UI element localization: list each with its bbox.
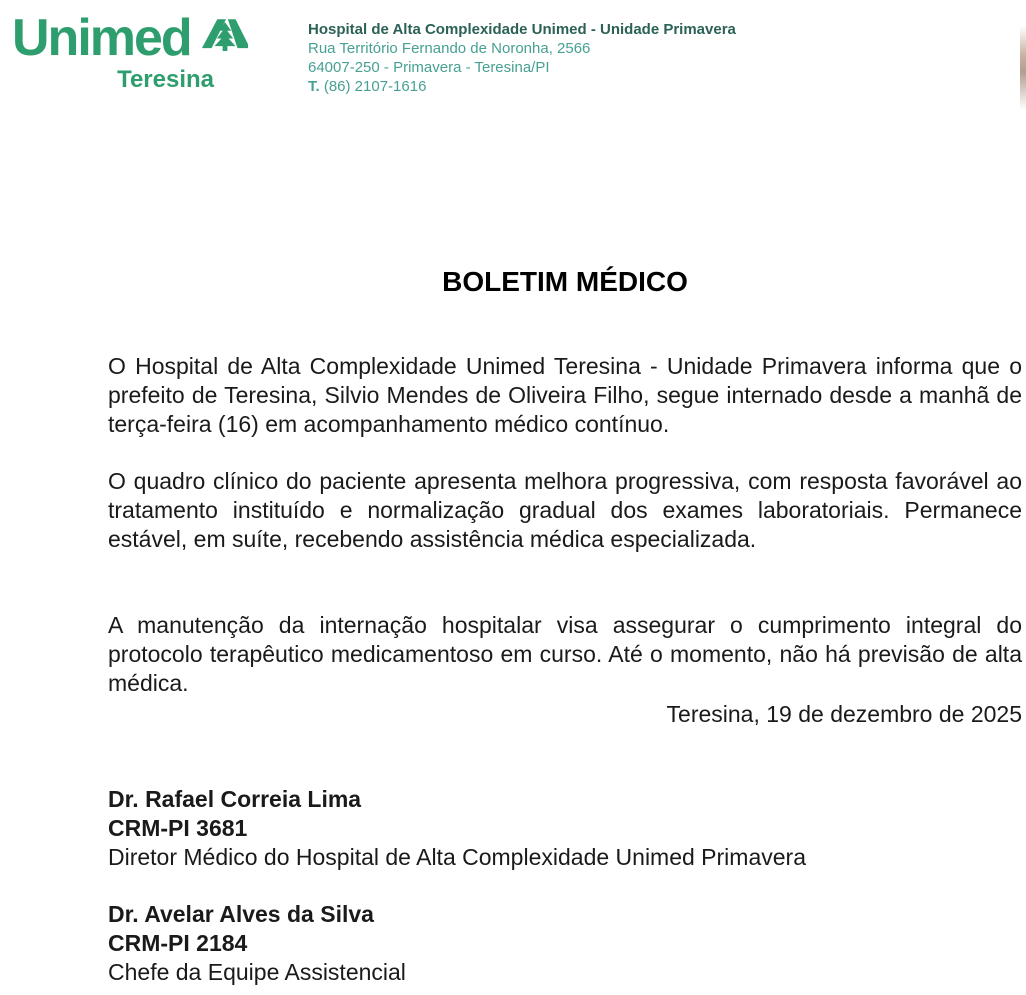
- unimed-logo: [12, 9, 272, 94]
- paragraph-3: A manutenção da internação hospitalar visa assegurar o cumprimento integral do protocolo terapêutico medicamentoso em curso. Até o momento, não há previsão de alta médica.: [108, 612, 1022, 696]
- unimed-pine-tree-icon: [201, 16, 249, 60]
- signer-name: Dr. Avelar Alves da Silva: [108, 901, 374, 927]
- signature-block-2: [108, 900, 1022, 987]
- dateline: Teresina, 19 de dezembro de 2025: [666, 701, 1022, 727]
- signer-crm: CRM-PI 3681: [108, 815, 248, 841]
- unimed-city-text: Teresina: [117, 66, 214, 93]
- signer-name: Dr. Rafael Correia Lima: [108, 786, 362, 812]
- phone-label: T.: [308, 78, 320, 95]
- hospital-info-block: [308, 20, 736, 96]
- hospital-phone-line: [308, 77, 736, 96]
- paragraph-1: O Hospital de Alta Complexidade Unimed Teresina - Unidade Primavera informa que o prefeito de Teresina, Silvio Mendes de Oliveira Filho, segue internado desde a manhã de terça-feira (16) em acompanhamento médico contínuo.: [108, 353, 1022, 437]
- signer-role: Chefe da Equipe Assistencial: [108, 959, 406, 985]
- document-title: BOLETIM MÉDICO: [442, 266, 688, 297]
- paragraph-2: O quadro clínico do paciente apresenta melhora progressiva, com resposta favorável ao tratamento instituído e normalização gradual dos exames laboratoriais. Permanece estável, em suíte, recebendo assistência médica especializada.: [108, 468, 1022, 552]
- hospital-address-line1: Rua Território Fernando de Noronha, 2566: [308, 40, 591, 57]
- hospital-name: Hospital de Alta Complexidade Unimed - Unidade Primavera: [308, 21, 736, 38]
- hospital-address-line2: 64007-250 - Primavera - Teresina/PI: [308, 59, 550, 76]
- signer-crm: CRM-PI 2184: [108, 930, 248, 956]
- cropped-photo-edge-artifact: [1020, 26, 1026, 110]
- unimed-brand-text: Unimed: [12, 9, 191, 67]
- signature-block-1: [108, 785, 1022, 872]
- signer-role: Diretor Médico do Hospital de Alta Complexidade Unimed Primavera: [108, 844, 806, 870]
- phone-number: (86) 2107-1616: [319, 78, 427, 95]
